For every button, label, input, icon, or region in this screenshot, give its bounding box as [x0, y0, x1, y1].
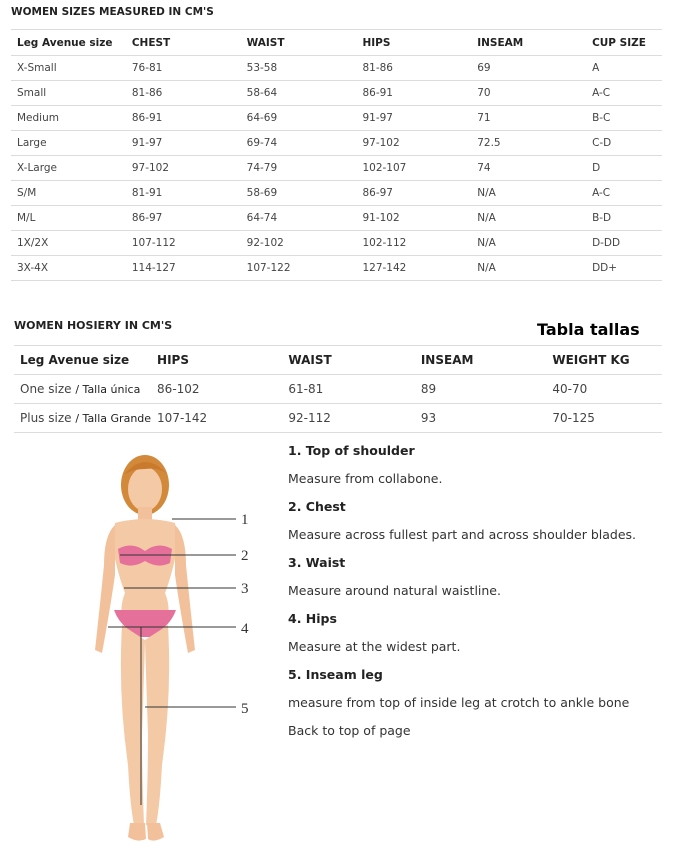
- header-weight: WEIGHT KG: [546, 346, 662, 375]
- cell-hips: 127-142: [356, 256, 471, 281]
- header-hips: HIPS: [356, 30, 471, 56]
- cell-inseam: 72.5: [471, 131, 586, 156]
- cell-size: 1X/2X: [11, 231, 126, 256]
- table-row: [11, 181, 662, 206]
- cell-size: Small: [11, 81, 126, 106]
- size-sub-label: / Talla única: [75, 383, 141, 396]
- table-row: [11, 81, 662, 106]
- table-row: [11, 131, 662, 156]
- cell-cup: B-D: [586, 206, 662, 231]
- cell-size: X-Small: [11, 56, 126, 81]
- cell-size: 3X-4X: [11, 256, 126, 281]
- cell-waist: 107-122: [241, 256, 357, 281]
- table-row: [11, 206, 662, 231]
- marker-5: 5: [241, 701, 249, 717]
- cell-inseam: N/A: [471, 256, 586, 281]
- cell-chest: 97-102: [126, 156, 241, 181]
- cell-hips: 86-97: [356, 181, 471, 206]
- header-waist: WAIST: [241, 30, 357, 56]
- cell-waist: 58-69: [241, 181, 357, 206]
- marker-1: 1: [241, 512, 249, 528]
- marker-labels: [241, 512, 249, 717]
- women-sizes-title: WOMEN SIZES MEASURED IN CM'S: [11, 6, 214, 18]
- cell-inseam: 70: [471, 81, 586, 106]
- cell-cup: C-D: [586, 131, 662, 156]
- table-row: [14, 375, 662, 404]
- cell-size: [14, 404, 151, 433]
- table-row: [11, 256, 662, 281]
- women-sizes-table: [11, 29, 662, 281]
- cell-weight: 40-70: [546, 375, 662, 404]
- cell-size: [14, 375, 151, 404]
- cell-cup: D: [586, 156, 662, 181]
- size-sub-label: / Talla Grande: [75, 412, 152, 425]
- cell-waist: 74-79: [241, 156, 357, 181]
- cell-size: Medium: [11, 106, 126, 131]
- table-row: [11, 156, 662, 181]
- cell-waist: 92-112: [282, 404, 414, 433]
- measurement-figure: [0, 445, 280, 857]
- cell-inseam: 71: [471, 106, 586, 131]
- table-header-row: [11, 30, 662, 56]
- cell-cup: B-C: [586, 106, 662, 131]
- cell-chest: 76-81: [126, 56, 241, 81]
- cell-weight: 70-125: [546, 404, 662, 433]
- header-waist: WAIST: [282, 346, 414, 375]
- cell-chest: 81-86: [126, 81, 241, 106]
- cell-inseam: 74: [471, 156, 586, 181]
- cell-inseam: N/A: [471, 181, 586, 206]
- cell-cup: A-C: [586, 181, 662, 206]
- cell-inseam: N/A: [471, 206, 586, 231]
- size-label: Plus size: [20, 411, 72, 425]
- cell-hips: 91-97: [356, 106, 471, 131]
- cell-waist: 69-74: [241, 131, 357, 156]
- size-label: One size: [20, 382, 72, 396]
- cell-hips: 107-142: [151, 404, 282, 433]
- cell-waist: 64-69: [241, 106, 357, 131]
- cell-waist: 53-58: [241, 56, 357, 81]
- cell-chest: 81-91: [126, 181, 241, 206]
- back-to-top-link[interactable]: Back to top of page: [288, 723, 411, 738]
- cell-cup: A-C: [586, 81, 662, 106]
- cell-cup: A: [586, 56, 662, 81]
- header-size: Leg Avenue size: [11, 30, 126, 56]
- header-size: Leg Avenue size: [14, 346, 151, 375]
- marker-2: 2: [241, 548, 249, 564]
- step-title: 1. Top of shoulder: [288, 443, 415, 458]
- cell-inseam: 93: [415, 404, 547, 433]
- woman-illustration: [95, 455, 195, 841]
- cell-waist: 92-102: [241, 231, 357, 256]
- cell-hips: 97-102: [356, 131, 471, 156]
- cell-inseam: 89: [415, 375, 547, 404]
- step-description: Measure from collabone.: [288, 471, 443, 486]
- step-title: 4. Hips: [288, 611, 337, 626]
- cell-chest: 86-97: [126, 206, 241, 231]
- header-inseam: INSEAM: [415, 346, 547, 375]
- header-inseam: INSEAM: [471, 30, 586, 56]
- cell-inseam: N/A: [471, 231, 586, 256]
- header-chest: CHEST: [126, 30, 241, 56]
- cell-chest: 107-112: [126, 231, 241, 256]
- step-title: 5. Inseam leg: [288, 667, 383, 682]
- table-header-row: [14, 346, 662, 375]
- hosiery-table: [14, 345, 662, 433]
- table-row: [11, 106, 662, 131]
- header-cup-size: CUP SIZE: [586, 30, 662, 56]
- cell-size: X-Large: [11, 156, 126, 181]
- marker-3: 3: [241, 581, 249, 597]
- cell-hips: 86-102: [151, 375, 282, 404]
- table-row: [14, 404, 662, 433]
- cell-hips: 86-91: [356, 81, 471, 106]
- step-description: Measure at the widest part.: [288, 639, 461, 654]
- cell-size: S/M: [11, 181, 126, 206]
- cell-size: M/L: [11, 206, 126, 231]
- cell-waist: 64-74: [241, 206, 357, 231]
- marker-4: 4: [241, 621, 249, 637]
- cell-inseam: 69: [471, 56, 586, 81]
- tabla-tallas-label: Tabla tallas: [537, 320, 640, 339]
- step-title: 3. Waist: [288, 555, 346, 570]
- cell-cup: DD+: [586, 256, 662, 281]
- cell-chest: 91-97: [126, 131, 241, 156]
- header-hips: HIPS: [151, 346, 282, 375]
- measurement-steps: [288, 444, 688, 752]
- cell-chest: 114-127: [126, 256, 241, 281]
- cell-waist: 58-64: [241, 81, 357, 106]
- hosiery-title: WOMEN HOSIERY IN CM'S: [14, 319, 173, 332]
- cell-cup: D-DD: [586, 231, 662, 256]
- cell-size: Large: [11, 131, 126, 156]
- cell-waist: 61-81: [282, 375, 414, 404]
- cell-chest: 86-91: [126, 106, 241, 131]
- cell-hips: 102-107: [356, 156, 471, 181]
- cell-hips: 81-86: [356, 56, 471, 81]
- step-description: Measure around natural waistline.: [288, 583, 501, 598]
- step-title: 2. Chest: [288, 499, 346, 514]
- cell-hips: 102-112: [356, 231, 471, 256]
- table-row: [11, 56, 662, 81]
- table-row: [11, 231, 662, 256]
- step-description: Measure across fullest part and across shoulder blades.: [288, 527, 637, 542]
- cell-hips: 91-102: [356, 206, 471, 231]
- step-description: measure from top of inside leg at crotch to ankle bone: [288, 695, 630, 710]
